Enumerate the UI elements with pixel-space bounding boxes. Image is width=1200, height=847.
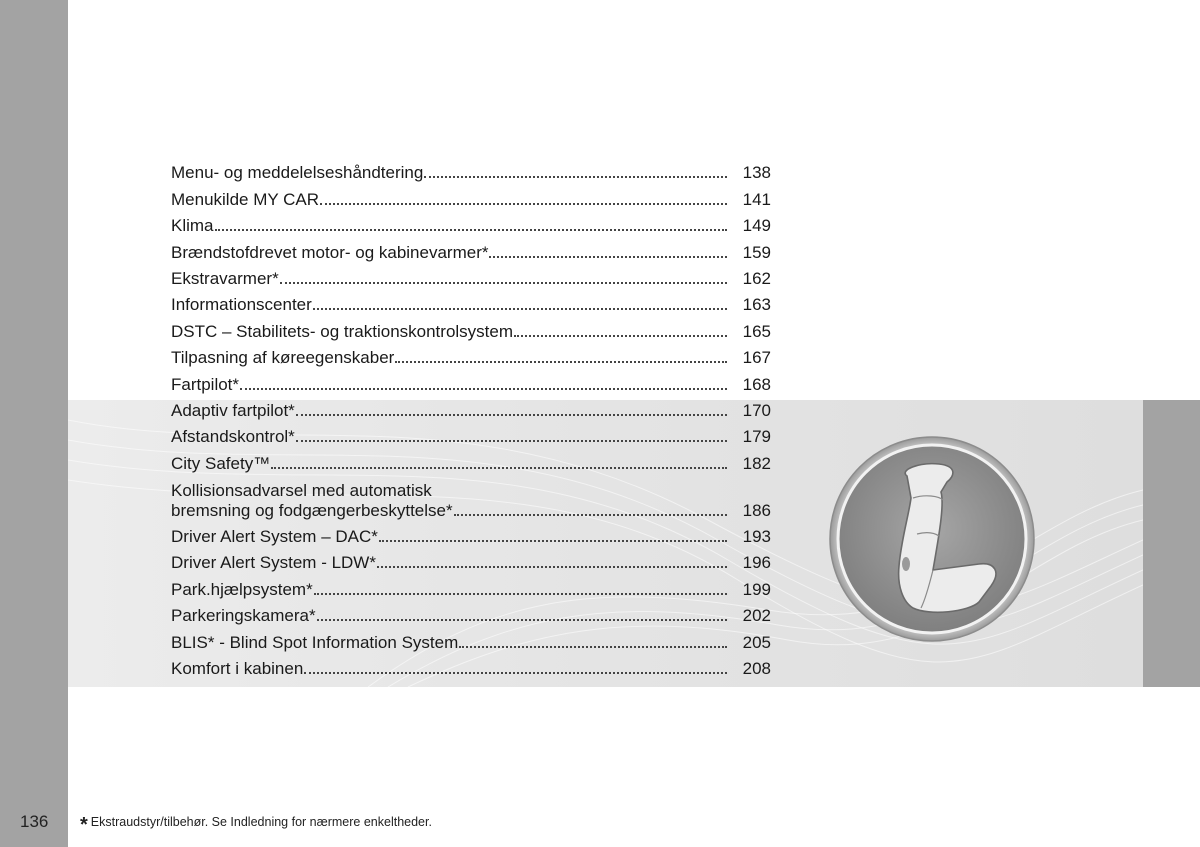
toc-entry[interactable]: [171, 626, 771, 652]
leader-dots: [379, 540, 727, 542]
toc-entry-page: 186: [742, 500, 771, 520]
toc-entry-title: BLIS* - Blind Spot Information System: [171, 632, 459, 652]
toc-entry-title: Driver Alert System - LDW*: [171, 553, 376, 573]
leader-dots: [271, 467, 727, 469]
toc-entry-title: Brændstofdrevet motor- og kabinevarmer*: [171, 242, 489, 262]
footnote-star: *: [80, 814, 88, 836]
leader-dots: [317, 619, 727, 621]
leader-dots: [215, 229, 727, 231]
toc-entry-page: 168: [742, 374, 771, 394]
toc-entry-title: Menukilde MY CAR: [171, 189, 320, 209]
car-seat-icon: [829, 436, 1035, 642]
toc-entry-title: Adaptiv fartpilot*: [171, 400, 295, 420]
toc-entry-title: Tilpasning af køreegenskaber: [171, 348, 395, 368]
toc-entry-title: Afstandskontrol*: [171, 427, 295, 447]
toc-entry[interactable]: [171, 447, 771, 473]
leader-dots: [240, 388, 727, 390]
page-number: 136: [20, 812, 49, 831]
toc-entry[interactable]: [171, 395, 771, 421]
toc-entry[interactable]: [171, 474, 771, 521]
toc-entry[interactable]: [171, 600, 771, 626]
toc-entry[interactable]: [171, 210, 771, 236]
toc-entry-title: Menu- og meddelelseshåndtering: [171, 163, 424, 183]
toc-entry-page: 163: [742, 295, 771, 315]
toc-entry-title: Fartpilot*: [171, 374, 240, 394]
toc-entry[interactable]: [171, 368, 771, 394]
leader-dots: [314, 593, 727, 595]
toc-entry[interactable]: [171, 653, 771, 679]
toc-entry[interactable]: [171, 547, 771, 573]
toc-entry-page: 165: [742, 321, 771, 341]
toc-entry-title: City Safety™: [171, 453, 271, 473]
toc-entry-title: Parkeringskamera*: [171, 606, 316, 626]
toc-entry-page: 205: [742, 632, 771, 652]
toc-entry-page: 162: [742, 268, 771, 288]
chapter-tab: [1143, 400, 1200, 687]
toc-entry-page: 193: [742, 527, 771, 547]
toc-entry[interactable]: [171, 289, 771, 315]
leader-dots: [296, 440, 727, 442]
leader-dots: [395, 361, 727, 363]
toc-entry[interactable]: [171, 183, 771, 209]
toc-entry-title: Park.hjælpsystem*: [171, 579, 313, 599]
leader-dots: [514, 335, 727, 337]
leader-dots: [320, 203, 727, 205]
leader-dots: [459, 646, 727, 648]
toc-entry[interactable]: [171, 521, 771, 547]
toc-entry-page: 141: [742, 189, 771, 209]
leader-dots: [280, 282, 727, 284]
toc-entry-page: 208: [742, 659, 771, 679]
toc-entry-page: 159: [742, 242, 771, 262]
leader-dots: [296, 414, 727, 416]
toc-entry-page: 199: [742, 579, 771, 599]
toc-entry-title: Informationscenter: [171, 295, 312, 315]
footnote: [80, 814, 432, 837]
toc-entry-title: DSTC – Stabilitets- og traktionskontrolsystem: [171, 321, 514, 341]
leader-dots: [454, 514, 727, 516]
toc-entry-title: Klima: [171, 216, 214, 236]
toc-entry-title: Komfort i kabinen: [171, 659, 304, 679]
toc-entry[interactable]: [171, 263, 771, 289]
toc-entry-title: Ekstravarmer*: [171, 268, 279, 288]
toc-entry-page: 196: [742, 553, 771, 573]
toc-entry[interactable]: [171, 315, 771, 341]
leader-dots: [424, 176, 727, 178]
toc-entry-page: 167: [742, 348, 771, 368]
toc-entry-title-line1: Kollisionsadvarsel med automatisk: [171, 480, 432, 500]
left-margin-strip: [0, 0, 68, 847]
toc-entry-page: 202: [742, 606, 771, 626]
toc-entry[interactable]: [171, 421, 771, 447]
toc-entry[interactable]: [171, 236, 771, 262]
leader-dots: [304, 672, 727, 674]
footnote-text: Ekstraudstyr/tilbehør. Se Indledning for nærmere enkeltheder.: [90, 815, 432, 829]
leader-dots: [377, 566, 727, 568]
toc-entry-page: 138: [742, 163, 771, 183]
toc-entry-page: 170: [742, 400, 771, 420]
toc-entry[interactable]: [171, 342, 771, 368]
leader-dots: [313, 308, 727, 310]
toc-entry[interactable]: [171, 157, 771, 183]
toc-entry-page: 179: [742, 427, 771, 447]
toc-entry-page: 149: [742, 216, 771, 236]
leader-dots: [489, 256, 727, 258]
toc-entry[interactable]: [171, 573, 771, 599]
toc-entry-title-line2: bremsning og fodgængerbeskyttelse*: [171, 500, 453, 520]
toc-entry-page: 182: [742, 453, 771, 473]
toc-entry-title: Driver Alert System – DAC*: [171, 527, 378, 547]
table-of-contents: [171, 157, 771, 679]
